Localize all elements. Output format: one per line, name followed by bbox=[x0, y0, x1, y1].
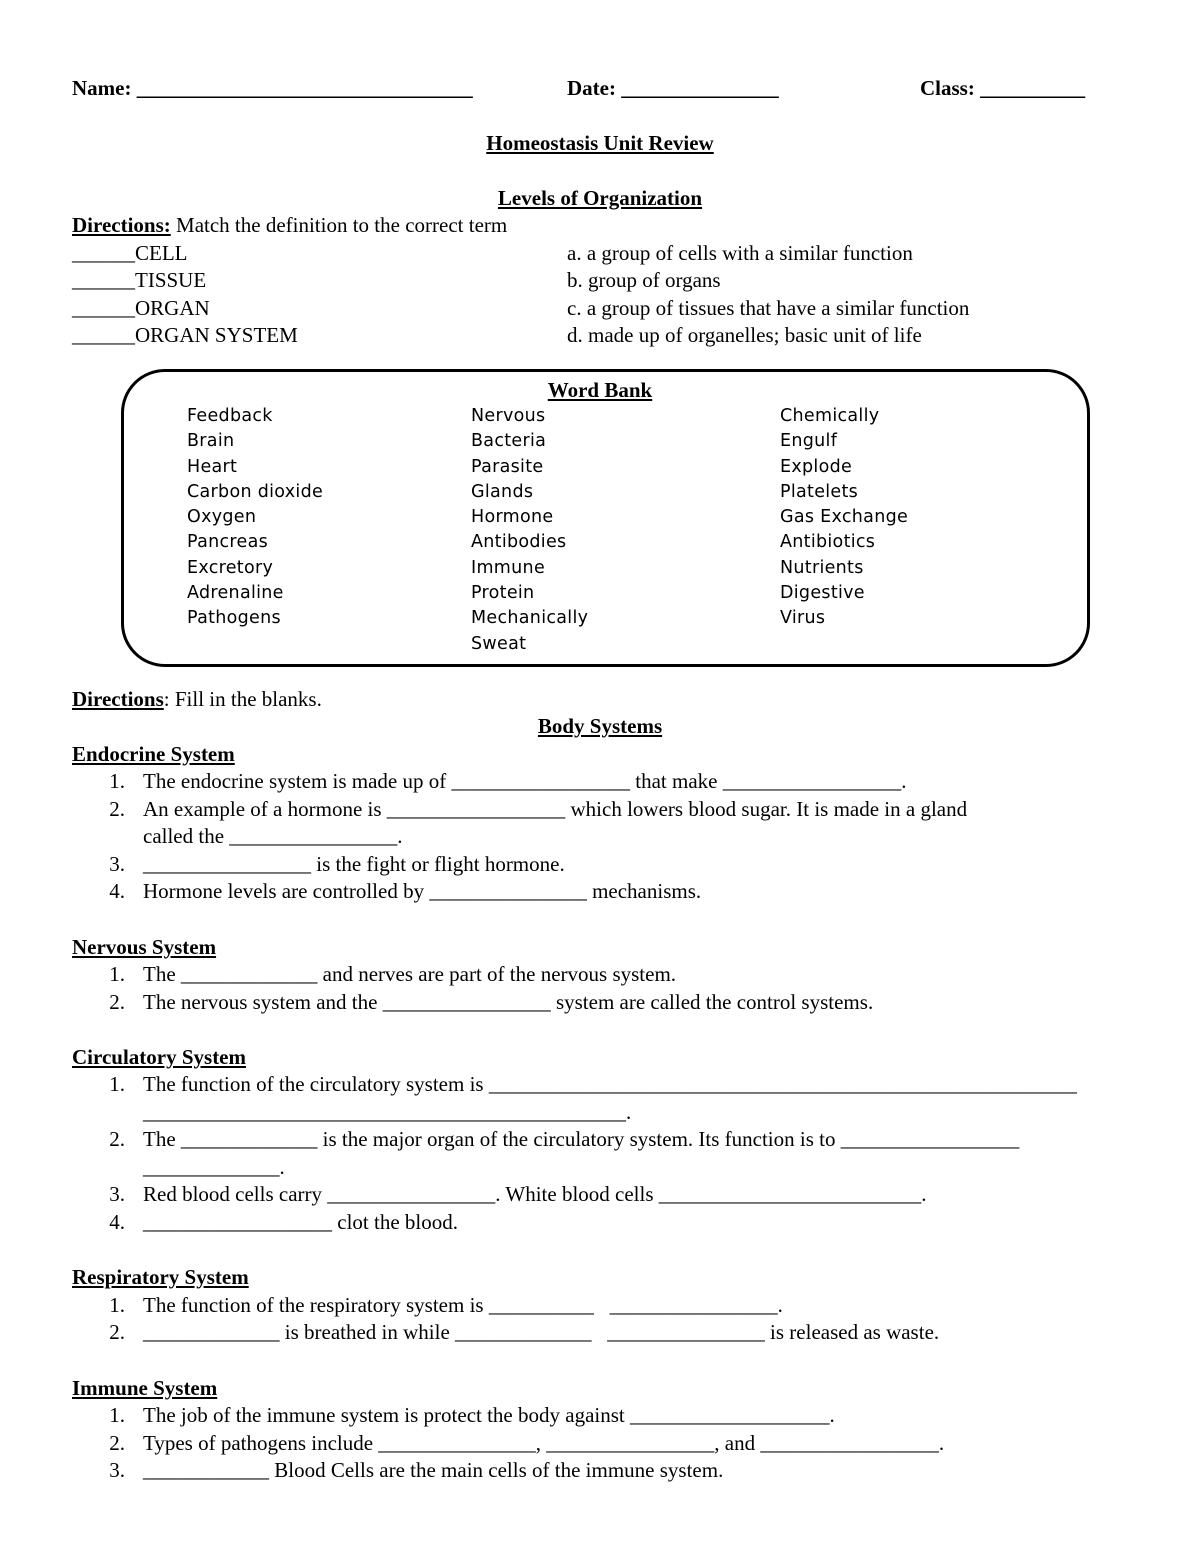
circulatory-question-1-line-1[interactable]: The function of the circulatory system is ________________________________________________________ bbox=[143, 1072, 1077, 1096]
date-field[interactable] bbox=[567, 75, 779, 101]
word-bank-word: Chemically bbox=[780, 406, 880, 426]
respiratory-heading: Respiratory System bbox=[72, 1265, 249, 1289]
question-number: 4. bbox=[109, 1210, 125, 1234]
word-bank-word: Pancreas bbox=[187, 532, 269, 553]
word-bank-word: Glands bbox=[471, 481, 534, 502]
definition-a: a. a group of cells with a similar function bbox=[567, 241, 913, 265]
term-organ[interactable]: ______ORGAN bbox=[72, 296, 210, 320]
word-bank-word: Digestive bbox=[780, 583, 865, 604]
word-bank-word: Excretory bbox=[187, 557, 274, 578]
name-blank[interactable]: ________________________________ bbox=[136, 76, 473, 100]
definition-c: c. a group of tissues that have a similar function bbox=[567, 296, 970, 320]
circulatory-question-4[interactable]: __________________ clot the blood. bbox=[143, 1210, 458, 1234]
directions-label: Directions: bbox=[72, 213, 171, 237]
definition-d: d. made up of organelles; basic unit of life bbox=[567, 323, 922, 347]
immune-question-2[interactable]: Types of pathogens include _______________, ________________, and _________________. bbox=[143, 1431, 945, 1455]
question-number: 2. bbox=[109, 1431, 125, 1455]
nervous-heading: Nervous System bbox=[72, 935, 217, 959]
circulatory-heading: Circulatory System bbox=[72, 1045, 246, 1069]
endocrine-question-2-line-2[interactable]: called the ________________. bbox=[143, 824, 403, 848]
question-number: 1. bbox=[109, 1293, 125, 1317]
date-label: Date: bbox=[567, 76, 616, 100]
word-bank-column-2 bbox=[471, 404, 588, 657]
word-bank-word: Heart bbox=[187, 456, 238, 477]
immune-question-3[interactable]: ____________ Blood Cells are the main cells of the immune system. bbox=[143, 1458, 724, 1482]
endocrine-question-3[interactable]: ________________ is the fight or flight hormone. bbox=[143, 852, 565, 876]
nervous-question-2[interactable]: The nervous system and the ________________ system are called the control systems. bbox=[143, 990, 874, 1014]
word-bank-word: Sweat bbox=[471, 633, 527, 654]
directions-text: Match the definition to the correct term bbox=[170, 213, 508, 237]
immune-question-1[interactable]: The job of the immune system is protect the body against ___________________. bbox=[143, 1403, 835, 1427]
word-bank-word: Protein bbox=[471, 583, 535, 604]
word-bank-word: Hormone bbox=[471, 507, 554, 528]
word-bank-word: Adrenaline bbox=[187, 583, 284, 604]
word-bank-word: Antibiotics bbox=[780, 532, 876, 553]
word-bank-title: Word Bank bbox=[547, 378, 653, 402]
question-number: 1. bbox=[109, 769, 125, 793]
word-bank-word: Brain bbox=[187, 431, 235, 452]
class-blank[interactable]: __________ bbox=[980, 76, 1086, 100]
class-label: Class: bbox=[920, 76, 975, 100]
word-bank-word: Nutrients bbox=[780, 557, 864, 578]
circulatory-question-2-line-2[interactable]: _____________. bbox=[143, 1155, 285, 1179]
word-bank-word: Immune bbox=[471, 557, 546, 578]
endocrine-question-4[interactable]: Hormone levels are controlled by _______________ mechanisms. bbox=[143, 879, 702, 903]
word-bank-word: Antibodies bbox=[471, 532, 567, 553]
question-number: 1. bbox=[109, 1403, 125, 1427]
question-number: 1. bbox=[109, 1072, 125, 1096]
word-bank-word: Feedback bbox=[187, 406, 273, 426]
circulatory-question-1-line-2[interactable]: ______________________________________________. bbox=[143, 1100, 632, 1124]
page-title: Homeostasis Unit Review bbox=[486, 131, 714, 155]
question-number: 4. bbox=[109, 879, 125, 903]
immune-heading: Immune System bbox=[72, 1376, 218, 1400]
fill-directions-label: Directions bbox=[72, 687, 164, 711]
question-number: 3. bbox=[109, 1182, 125, 1206]
word-bank-word: Engulf bbox=[780, 431, 838, 452]
date-blank[interactable]: _______________ bbox=[621, 76, 779, 100]
class-field[interactable] bbox=[920, 75, 1085, 101]
term-tissue[interactable]: ______TISSUE bbox=[72, 268, 207, 292]
word-bank-word: Nervous bbox=[471, 406, 546, 426]
word-bank-word: Parasite bbox=[471, 456, 544, 477]
name-label: Name: bbox=[72, 76, 132, 100]
definition-b: b. group of organs bbox=[567, 268, 721, 292]
name-field[interactable] bbox=[72, 75, 473, 101]
word-bank-column-3 bbox=[780, 404, 908, 632]
endocrine-question-2-line-1[interactable]: An example of a hormone is _________________ which lowers blood sugar. It is made in a gland bbox=[143, 797, 968, 821]
levels-directions bbox=[72, 212, 507, 238]
question-number: 2. bbox=[109, 1127, 125, 1151]
question-number: 1. bbox=[109, 962, 125, 986]
body-systems-heading: Body Systems bbox=[537, 714, 663, 738]
question-number: 2. bbox=[109, 990, 125, 1014]
word-bank-word: Virus bbox=[780, 608, 826, 629]
endocrine-heading: Endocrine System bbox=[72, 742, 235, 766]
circulatory-question-2-line-1[interactable]: The _____________ is the major organ of the circulatory system. Its function is to _________________ bbox=[143, 1127, 1020, 1151]
word-bank-word: Bacteria bbox=[471, 431, 547, 452]
term-cell[interactable]: ______CELL bbox=[72, 241, 188, 265]
term-organ-system[interactable]: ______ORGAN SYSTEM bbox=[72, 323, 298, 347]
respiratory-question-1[interactable]: The function of the respiratory system is __________ ________________. bbox=[143, 1293, 783, 1317]
question-number: 2. bbox=[109, 797, 125, 821]
endocrine-question-1[interactable]: The endocrine system is made up of _________________ that make _________________. bbox=[143, 769, 907, 793]
word-bank-word: Carbon dioxide bbox=[187, 481, 324, 502]
word-bank-word: Mechanically bbox=[471, 608, 589, 629]
word-bank-word: Explode bbox=[780, 456, 853, 477]
nervous-question-1[interactable]: The _____________ and nerves are part of the nervous system. bbox=[143, 962, 677, 986]
levels-heading: Levels of Organization bbox=[497, 186, 703, 210]
fill-directions bbox=[72, 686, 322, 712]
circulatory-question-3[interactable]: Red blood cells carry ________________. White blood cells _________________________. bbox=[143, 1182, 927, 1206]
question-number: 3. bbox=[109, 852, 125, 876]
word-bank-word: Platelets bbox=[780, 481, 859, 502]
respiratory-question-2[interactable]: _____________ is breathed in while _____________ _______________ is released as waste. bbox=[143, 1320, 940, 1344]
question-number: 2. bbox=[109, 1320, 125, 1344]
word-bank-column-1 bbox=[187, 404, 323, 632]
question-number: 3. bbox=[109, 1458, 125, 1482]
word-bank-word: Gas Exchange bbox=[780, 507, 909, 528]
fill-directions-text: : Fill in the blanks. bbox=[163, 687, 322, 711]
word-bank-word: Oxygen bbox=[187, 507, 257, 528]
word-bank-word: Pathogens bbox=[187, 608, 281, 629]
